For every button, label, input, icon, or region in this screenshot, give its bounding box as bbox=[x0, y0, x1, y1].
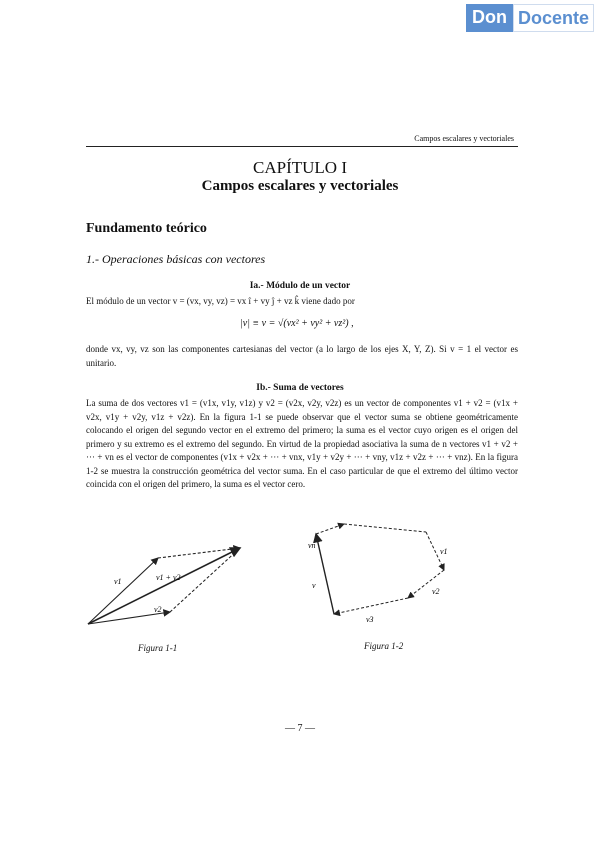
figure-1-2 bbox=[300, 518, 460, 633]
logo-part-don: Don bbox=[466, 4, 513, 32]
fig2-label-v3: v3 bbox=[366, 615, 374, 624]
fig1-label-v1: v1 bbox=[114, 577, 122, 586]
running-header: Campos escalares y vectoriales bbox=[414, 134, 514, 143]
dondocente-logo[interactable] bbox=[466, 4, 594, 32]
fig2-vector-sum bbox=[316, 534, 334, 614]
figure-1-1 bbox=[80, 536, 250, 636]
heading-module: Ia.- Módulo de un vector bbox=[249, 281, 351, 291]
fig2-label-vn: vn bbox=[308, 541, 316, 550]
fig1-vector-v1-shifted bbox=[170, 548, 240, 612]
fig1-label-sum: v1 + v2 bbox=[156, 573, 181, 582]
fig2-vector-top bbox=[344, 524, 426, 532]
module-intro: El módulo de un vector v = (vx, vy, vz) = vx î + vy ĵ + vz k̂ viene dado por bbox=[86, 296, 355, 306]
figure-1-1-caption: Figura 1-1 bbox=[138, 643, 178, 653]
chapter-title: Campos escalares y vectoriales bbox=[201, 178, 399, 194]
fig2-vector-v3 bbox=[334, 598, 408, 614]
fig2-label-v1: v1 bbox=[440, 547, 448, 556]
subsection-title: 1.- Operaciones básicas con vectores bbox=[86, 252, 266, 266]
module-formula: |v| ≡ v = √(vx² + vy² + vz²) , bbox=[240, 318, 354, 329]
section-title: Fundamento teórico bbox=[86, 221, 207, 236]
header-rule bbox=[86, 146, 518, 147]
fig1-vector-v2-shifted bbox=[158, 548, 240, 558]
heading-sum: Ib.- Suma de vectores bbox=[256, 383, 344, 393]
fig1-vector-v1 bbox=[88, 558, 158, 624]
page-number: — 7 — bbox=[285, 723, 315, 734]
figure-1-2-caption: Figura 1-2 bbox=[364, 641, 404, 651]
fig2-label-v2: v2 bbox=[432, 587, 440, 596]
fig1-label-v2: v2 bbox=[154, 605, 162, 614]
fig2-label-sum: v bbox=[312, 581, 316, 590]
chapter-number: CAPÍTULO I bbox=[253, 158, 347, 177]
fig2-vector-vn bbox=[316, 524, 344, 534]
module-paragraph: donde vx, vy, vz son las componentes cartesianas del vector (a lo largo de los ejes X, Y, Z). Si v = 1 el vector es unitario. bbox=[86, 344, 518, 368]
logo-part-docente: Docente bbox=[513, 4, 594, 32]
sum-paragraph: La suma de dos vectores v1 = (v1x, v1y, v1z) y v2 = (v2x, v2y, v2z) es un vector de componentes v1 + v2 = (v1x + v2x, v1y + v2y, v1z + v2z). En la figura 1-1 se puede observar que el vector suma se obtiene geométricamente colocando el origen del segundo vector en el extremo del primero; la suma es el vector cuyo origen es el origen del primero y su extremo es el extremo del segundo. En virtud de la propiedad asociativa la suma de n vectores v1 + v2 + ··· + vn es el vector de componentes (v1x + v2x + ··· + vnx, v1y + v2y + ··· + vny, v1z + v2z + ··· + vnz). En la figura 1-2 se muestra la construcción geométrica del vector suma. En el caso particular de que el extremo del último vector coincida con el origen del primero, la suma es el vector cero. bbox=[86, 398, 518, 489]
